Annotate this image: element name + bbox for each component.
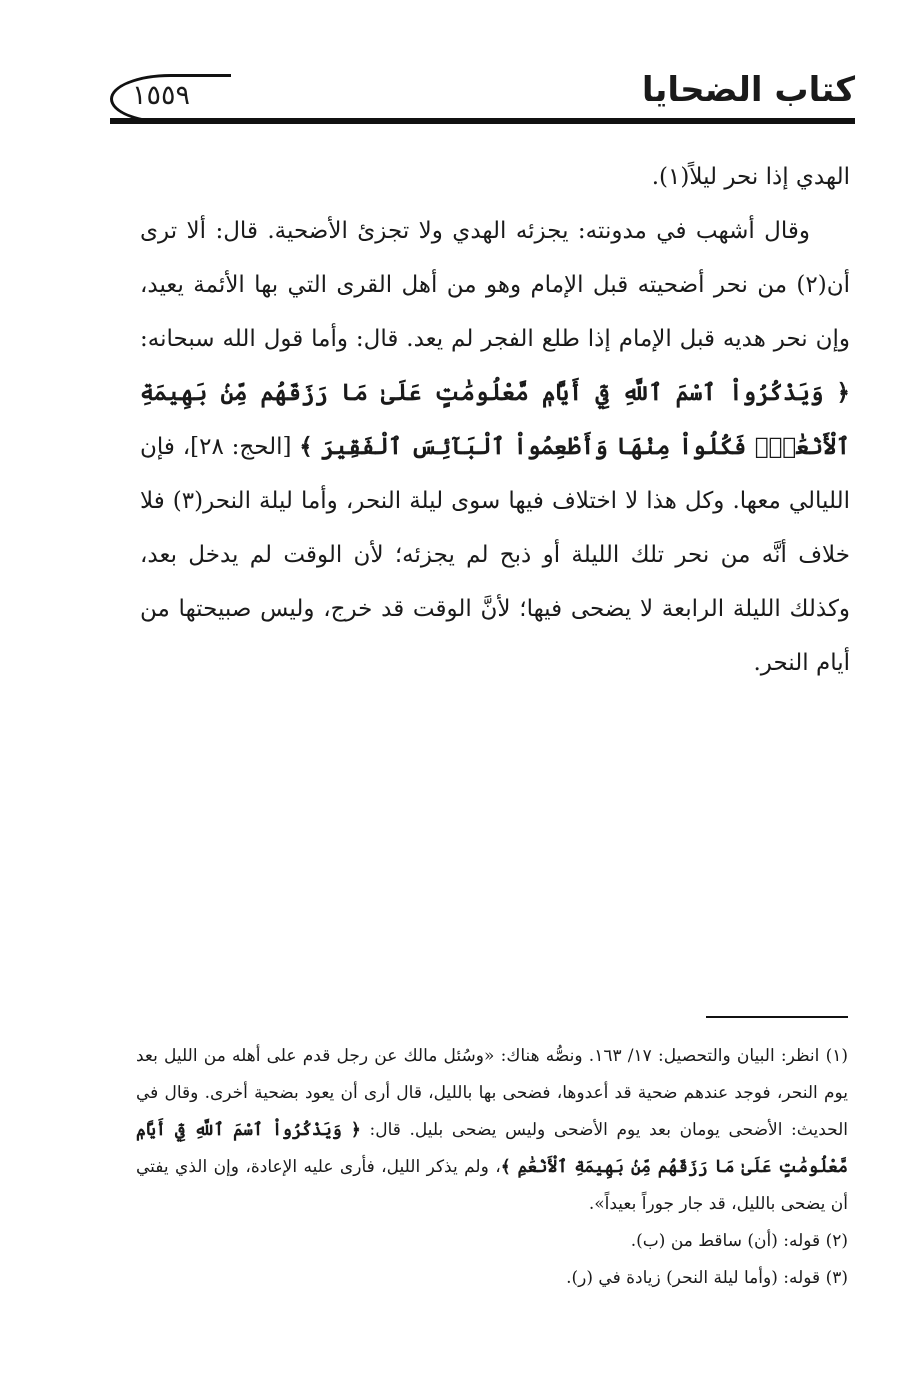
footnote-3: (٣) قوله: (وأما ليلة النحر) زيادة في (ر). (566, 1268, 848, 1288)
book-title: كتاب الضحايا (641, 70, 855, 110)
quran-verse: ﴿ وَيَذْكُرُواْ ٱسْمَ ٱللَّهِ فِيٓ أَيَّامٖ مَّعْلُومَٰتٍ عَلَىٰ مَا رَزَقَهُم مِّنۢ بَهِيمَةِ ٱلْأَنْعَٰمِۖ فَكُلُواْ مِنْهَا وَأَطْعِمُواْ ٱلْبَآئِسَ ٱلْفَقِيرَ ﴾ (140, 379, 851, 460)
page-number: ١٥٥٩ (132, 80, 191, 111)
page-header (110, 68, 855, 128)
paragraph-2-text-a: وقال أشهب في مدونته: يجزئه الهدي ولا تجزئ الأضحية. قال: ألا ترى أن(٢) من نحر أضحيته قبل الإمام وهو من أهل القرى التي بها الأئمة يعيد، وإن نحر هديه قبل الإمام إذا طلع الفجر لم يعد. قال: وأما قول الله سبحانه: (140, 218, 850, 352)
footnote-1-text-a: (١) انظر: البيان والتحصيل: ١٧/ ١٦٣. ونصُّه هناك: «وسُئل مالك عن رجل قدم على أهله من الليل بعد يوم النحر، فوجد عندهم ضحية قد أعدوها، فضحى بها بالليل، قال أرى أن يعود بضحية أخرى. وقال في الحديث: الأضحى يومان بعد يوم الأضحى وليس يضحى بليل. قال: (136, 1046, 849, 1140)
footnote-1 (136, 1038, 848, 1223)
footnote-2: (٢) قوله: (أن) ساقط من (ب). (630, 1231, 848, 1251)
paragraph-2-text-b: [الحج: ٢٨]، فإن الليالي معها. وكل هذا لا اختلاف فيها سوى ليلة النحر، وأما ليلة النحر(٣) فلا خلاف أنَّه من نحر تلك الليلة أو ذبح لم يجزئه؛ لأن الوقت لم يدخل بعد، وكذلك الليلة الرابعة لا يضحى فيها؛ لأنَّ الوقت قد خرج، وليس صبيحتها من أيام النحر. (140, 434, 850, 676)
main-text (140, 150, 850, 690)
paragraph-1: الهدي إذا نحر ليلاً(١). (651, 164, 850, 190)
footnote-1-quran: ﴿ وَيَذْكُرُواْ ٱسْمَ ٱللَّهِ فِيٓ أَيَّامٖ مَّعْلُومَٰتٍ عَلَىٰ مَا رَزَقَهُم مِّنۢ بَهِيمَةِ ٱلْأَنْعَٰمِ ﴾ (136, 1120, 848, 1177)
footnote-1-text-b: ، ولم يذكر الليل، فأرى عليه الإعادة، وإن الذي يفتي أن يضحى بالليل، قد جار جوراً بعيداً». (136, 1157, 848, 1214)
paragraph-2 (140, 204, 850, 690)
footnotes (136, 1038, 848, 1297)
footnote-separator (706, 1016, 848, 1018)
